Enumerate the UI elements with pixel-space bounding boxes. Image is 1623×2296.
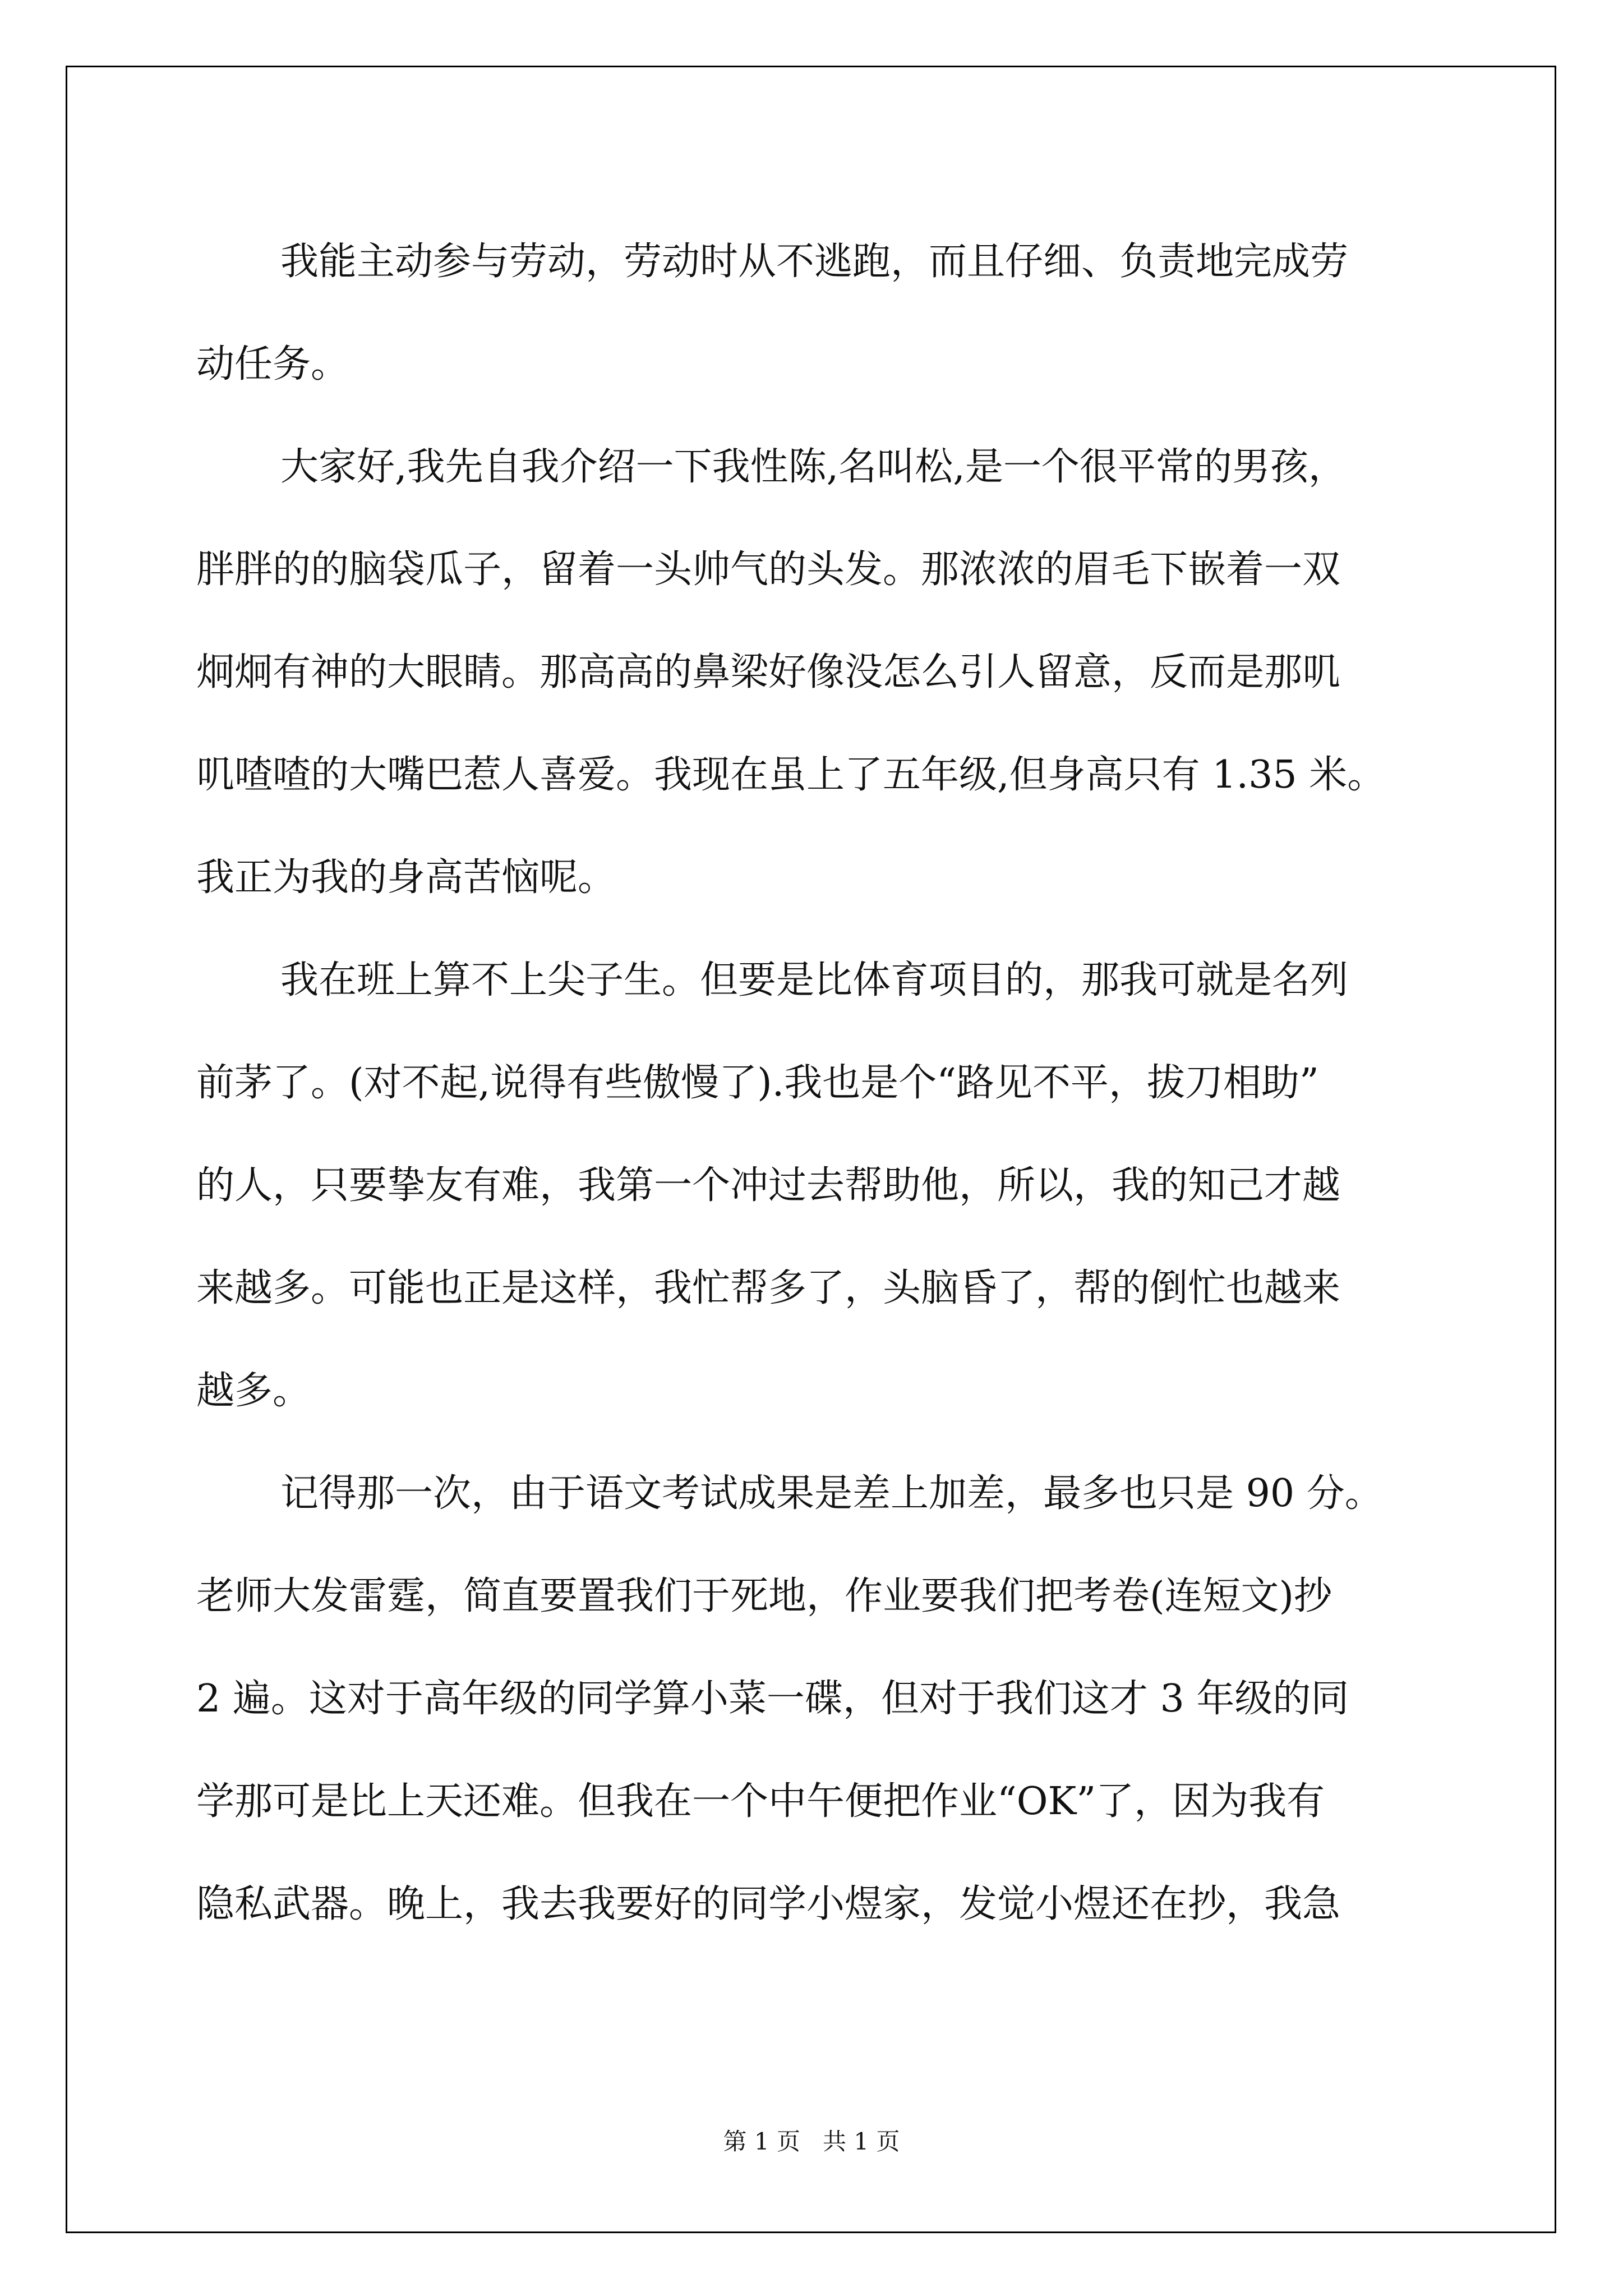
text-line: 学那可是比上天还难。但我在一个中午便把作业“OK”了，因为我有 [196,1779,1325,1824]
text-line: 来越多。可能也正是这样，我忙帮多了，头脑昏了，帮的倒忙也越来 [196,1266,1341,1310]
text-line: 我能主动参与劳动，劳动时从不逃跑，而且仔细、负责地完成劳 [280,240,1349,284]
text-line: 动任务。 [196,342,349,386]
text-line: 我正为我的身高苦恼呢。 [196,855,616,900]
text-line: 隐私武器。晚上，我去我要好的同学小煜家，发觉小煜还在抄，我急 [196,1882,1341,1926]
text-line: 前茅了。(对不起,说得有些傲慢了).我也是个“路见不平，拔刀相助” [196,1061,1319,1105]
text-line: 炯炯有神的大眼睛。那高高的鼻梁好像没怎么引人留意，反而是那叽 [196,650,1341,694]
text-line: 胖胖的的脑袋瓜子，留着一头帅气的头发。那浓浓的眉毛下嵌着一双 [196,547,1341,592]
text-line: 的人，只要挚友有难，我第一个冲过去帮助他，所以，我的知己才越 [196,1163,1341,1208]
document-body [196,210,1430,1955]
text-line: 我在班上算不上尖子生。但要是比体育项目的，那我可就是名列 [280,958,1349,1002]
text-line: 叽喳喳的大嘴巴惹人喜爱。我现在虽上了五年级,但身高只有 1.35 米。 [196,753,1386,797]
text-line: 老师大发雷霆，简直要置我们于死地，作业要我们把考卷(连短文)抄 [196,1574,1332,1618]
page-footer: 第 1 页 共 1 页 [723,2128,900,2155]
text-line: 2 遍。这对于高年级的同学算小菜一碟，但对于我们这才 3 年级的同 [196,1677,1349,1721]
text-line: 越多。 [196,1369,311,1413]
text-line: 大家好,我先自我介绍一下我性陈,名叫松,是一个很平常的男孩， [280,445,1347,489]
text-line: 记得那一次，由于语文考试成果是差上加差，最多也只是 90 分。 [280,1471,1383,1516]
